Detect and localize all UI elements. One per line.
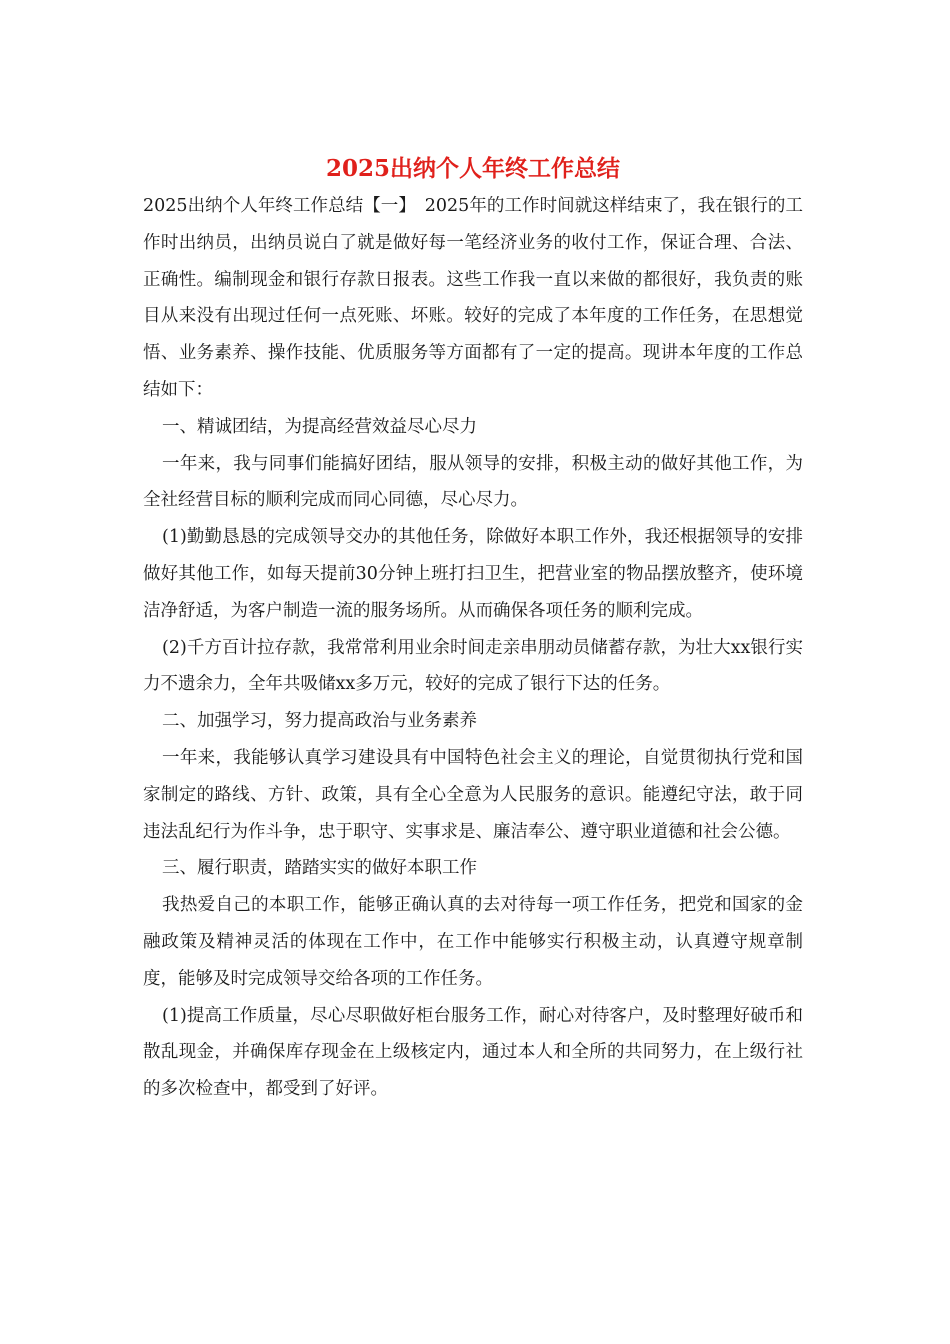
paragraph: (1)提高工作质量，尽心尽职做好柜台服务工作，耐心对待客户，及时整理好破币和散乱现金，并确保库存现金在上级核定内，通过本人和全所的共同努力，在上级行社的多次检查中，都受到了好评。 — [143, 1005, 803, 1100]
paragraph: 一年来，我与同事们能搞好团结，服从领导的安排，积极主动的做好其他工作，为全社经营目标的顺利完成而同心同德，尽心尽力。 — [143, 453, 803, 511]
section-heading: 一、精诚团结，为提高经营效益尽心尽力 — [162, 416, 477, 437]
document-page — [143, 150, 803, 1108]
paragraph: 我热爱自己的本职工作，能够正确认真的去对待每一项工作任务，把党和国家的金融政策及精神灵活的体现在工作中，在工作中能够实行积极主动，认真遵守规章制度，能够及时完成领导交给各项的工作任务。 — [143, 895, 803, 989]
document-body — [143, 188, 803, 1108]
paragraph: 一年来，我能够认真学习建设具有中国特色社会主义的理论，自觉贯彻执行党和国家制定的路线、方针、政策，具有全心全意为人民服务的意识。能遵纪守法，敢于同违法乱纪行为作斗争，忠于职守、实事求是、廉洁奉公、遵守职业道德和社会公德。 — [143, 747, 803, 842]
document-title: 2025出纳个人年终工作总结 — [325, 155, 620, 182]
section-heading: 二、加强学习，努力提高政治与业务素养 — [162, 711, 477, 732]
paragraph: (2)千方百计拉存款，我常常利用业余时间走亲串朋动员储蓄存款，为壮大xx银行实力不遗余力，全年共吸储xx多万元，较好的完成了银行下达的任务。 — [143, 637, 803, 695]
section-heading: 三、履行职责，踏踏实实的做好本职工作 — [162, 858, 477, 879]
paragraph: (1)勤勤恳恳的完成领导交办的其他任务，除做好本职工作外，我还根据领导的安排做好其他工作，如每天提前30分钟上班打扫卫生，把营业室的物品摆放整齐，使环境洁净舒适，为客户制造一流的服务场所。从而确保各项任务的顺利完成。 — [143, 527, 803, 621]
paragraph: 2025出纳个人年终工作总结【一】 2025年的工作时间就这样结束了，我在银行的工作时出纳员，出纳员说白了就是做好每一笔经济业务的收付工作，保证合理、合法、正确性。编制现金和银行存款日报表。这些工作我一直以来做的都很好，我负责的账目从来没有出现过任何一点死账、坏账。较好的完成了本年度的工作任务，在思想觉悟、业务素养、操作技能、优质服务等方面都有了一定的提高。现讲本年度的工作总结如下： — [143, 196, 803, 400]
